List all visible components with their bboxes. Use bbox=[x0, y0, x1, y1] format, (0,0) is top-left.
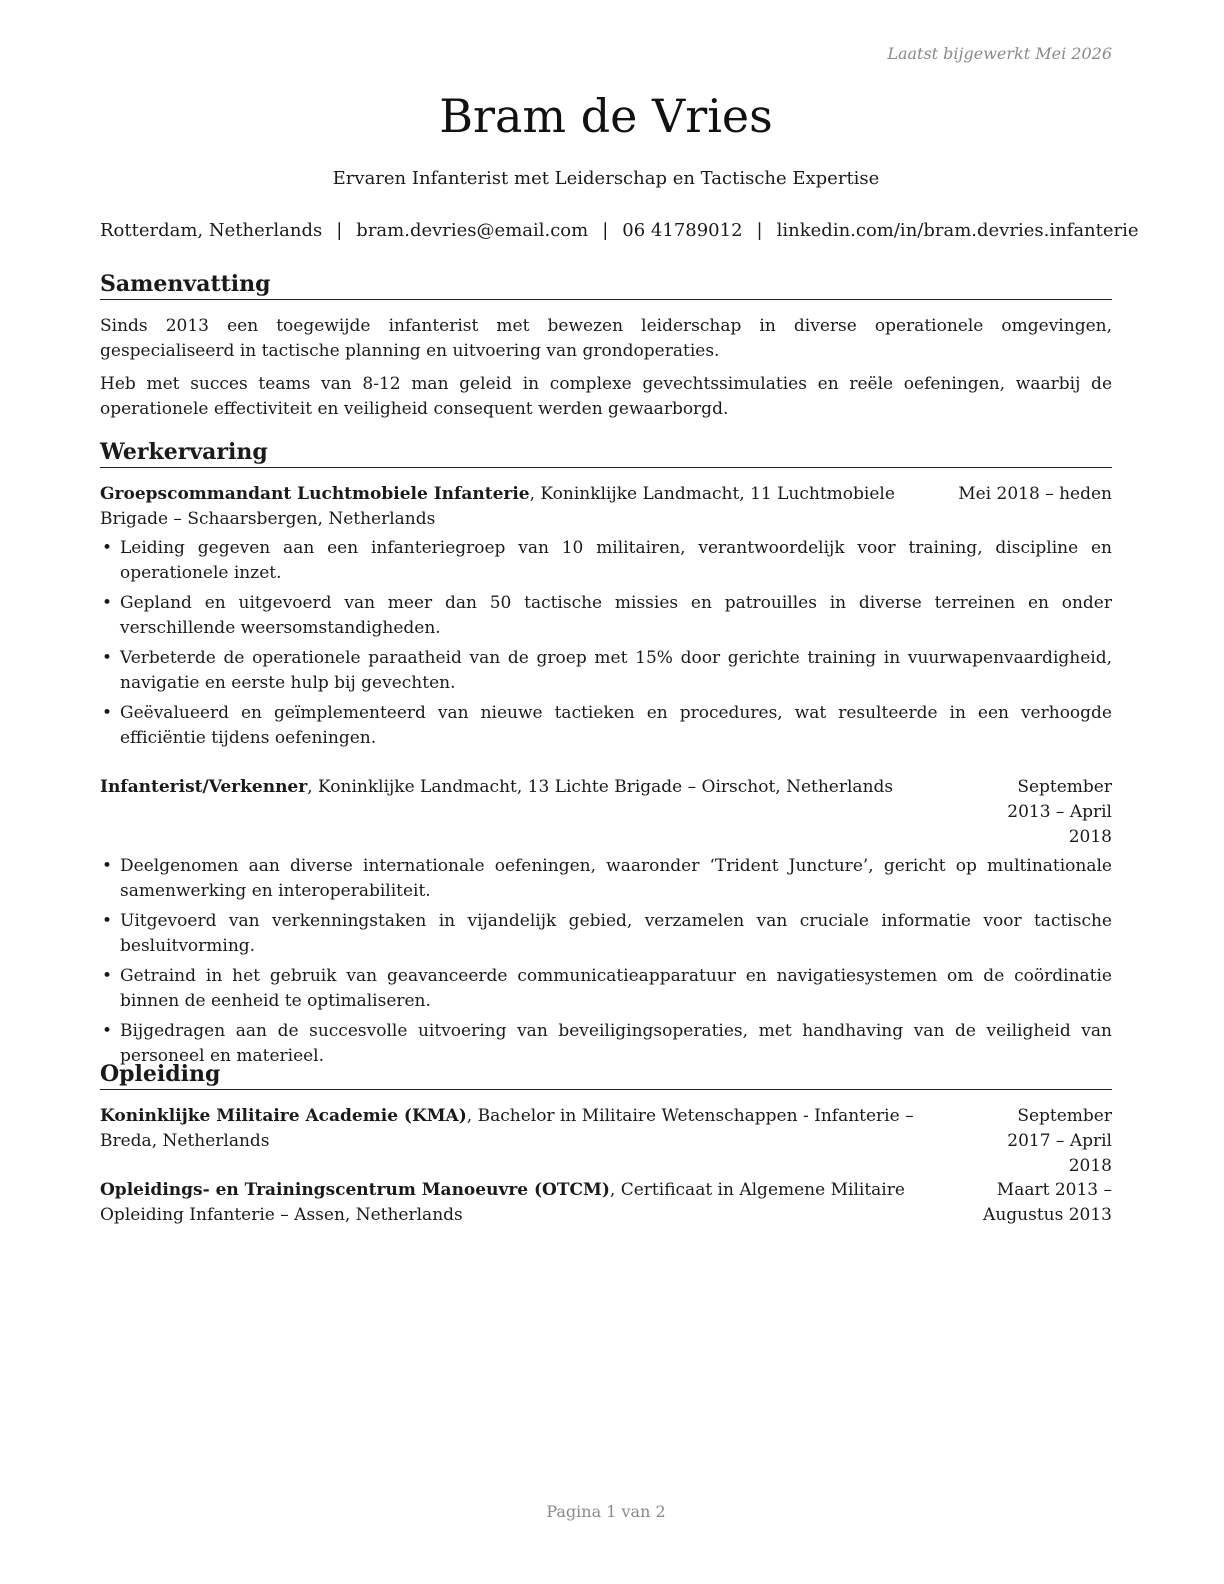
contact-separator: | bbox=[336, 220, 343, 241]
job-dates: September 2013 – April 2018 bbox=[1007, 777, 1112, 847]
education-header bbox=[100, 1178, 1112, 1228]
job-details: , Koninklijke Landmacht, 13 Lichte Brigade – Oirschot, Netherlands bbox=[307, 777, 894, 797]
job-title: Infanterist/Verkenner bbox=[100, 777, 308, 797]
page-number: Pagina 1 van 2 bbox=[546, 1502, 666, 1521]
education-dates: September 2017 – April 2018 bbox=[1007, 1106, 1112, 1176]
education-entry bbox=[100, 1178, 1112, 1228]
contact-separator: | bbox=[756, 220, 763, 241]
candidate-name: Bram de Vries bbox=[439, 89, 773, 143]
education-title-line bbox=[100, 1178, 970, 1228]
job-title-line bbox=[100, 482, 958, 532]
experience-heading: Werkervaring bbox=[100, 438, 1112, 468]
summary-heading: Samenvatting bbox=[100, 270, 1112, 300]
job-header bbox=[100, 482, 1112, 532]
education-heading: Opleiding bbox=[100, 1060, 1112, 1090]
summary-paragraph: Sinds 2013 een toegewijde infanterist met bewezen leiderschap in diverse operationele omgevingen, gespecialiseerd in tactische planning en uitvoering van grondoperaties. bbox=[100, 316, 1112, 361]
summary-paragraph: Heb met succes teams van 8-12 man geleid in complexe gevechtssimulaties en reële oefeningen, waarbij de operationele effectiviteit en veiligheid consequent werden gewaarborgd. bbox=[100, 374, 1112, 419]
job-details: , Koninklijke Landmacht, 11 Luchtmobiele Brigade – Schaarsbergen, Netherlands bbox=[100, 484, 895, 529]
job-title-line bbox=[100, 775, 970, 800]
education-institution: Koninklijke Militaire Academie (KMA) bbox=[100, 1106, 467, 1126]
education-details: , Bachelor in Militaire Wetenschappen - Infanterie – Breda, Netherlands bbox=[100, 1106, 914, 1151]
job-bullet: • Bijgedragen aan de succesvolle uitvoering van beveiligingsoperaties, met handhaving van de veiligheid van personeel en materieel. bbox=[100, 1019, 1112, 1069]
job-entry bbox=[100, 482, 1112, 756]
job-title: Groepscommandant Luchtmobiele Infanterie bbox=[100, 484, 530, 504]
contact-email[interactable]: bram.devries@email.com bbox=[356, 220, 589, 241]
job-bullet: • Uitgevoerd van verkenningstaken in vijandelijk gebied, verzamelen van cruciale informatie voor tactische besluitvorming. bbox=[100, 909, 1112, 959]
job-bullets bbox=[100, 854, 1112, 1069]
education-institution: Opleidings- en Trainingscentrum Manoeuvre (OTCM) bbox=[100, 1180, 610, 1200]
summary-section bbox=[100, 314, 1112, 430]
job-bullet: • Deelgenomen aan diverse internationale oefeningen, waaronder ‘Trident Juncture’, gericht op multinationale samenwerking en interoperabiliteit. bbox=[100, 854, 1112, 904]
education-entry bbox=[100, 1104, 1112, 1179]
job-dates: Mei 2018 – heden bbox=[958, 484, 1112, 504]
job-bullet: • Gepland en uitgevoerd van meer dan 50 tactische missies en patrouilles in diverse terreinen en onder verschillende weersomstandigheden. bbox=[100, 591, 1112, 641]
education-dates: Maart 2013 – Augustus 2013 bbox=[983, 1180, 1112, 1225]
education-details: , Certificaat in Algemene Militaire Opleiding Infanterie – Assen, Netherlands bbox=[100, 1180, 905, 1225]
job-bullet: • Geëvalueerd en geïmplementeerd van nieuwe tactieken en procedures, wat resulteerde in een verhoogde efficiëntie tijdens oefeningen. bbox=[100, 701, 1112, 751]
contact-location: Rotterdam, Netherlands bbox=[100, 220, 323, 241]
resume-page bbox=[100, 0, 1139, 1584]
contact-linkedin[interactable]: linkedin.com/in/bram.devries.infanterie bbox=[776, 220, 1139, 241]
contact-separator: | bbox=[602, 220, 609, 241]
job-bullet: • Verbeterde de operationele paraatheid van de groep met 15% door gerichte training in vuurwapenvaardigheid, navigatie en eerste hulp bij gevechten. bbox=[100, 646, 1112, 696]
contact-phone[interactable]: 06 41789012 bbox=[622, 220, 743, 241]
contact-line bbox=[100, 219, 1139, 243]
job-entry bbox=[100, 775, 1112, 1074]
job-bullet: • Leiding gegeven aan een infanteriegroep van 10 militairen, verantwoordelijk voor training, discipline en operationele inzet. bbox=[100, 536, 1112, 586]
job-bullets bbox=[100, 536, 1112, 751]
last-updated-note: Laatst bijgewerkt Mei 2026 bbox=[887, 44, 1112, 63]
education-title-line bbox=[100, 1104, 970, 1154]
job-header bbox=[100, 775, 1112, 850]
education-header bbox=[100, 1104, 1112, 1179]
job-bullet: • Getraind in het gebruik van geavanceerde communicatieapparatuur en navigatiesystemen om de coördinatie binnen de eenheid te optimaliseren. bbox=[100, 964, 1112, 1014]
candidate-tagline: Ervaren Infanterist met Leiderschap en Tactische Expertise bbox=[332, 168, 880, 189]
